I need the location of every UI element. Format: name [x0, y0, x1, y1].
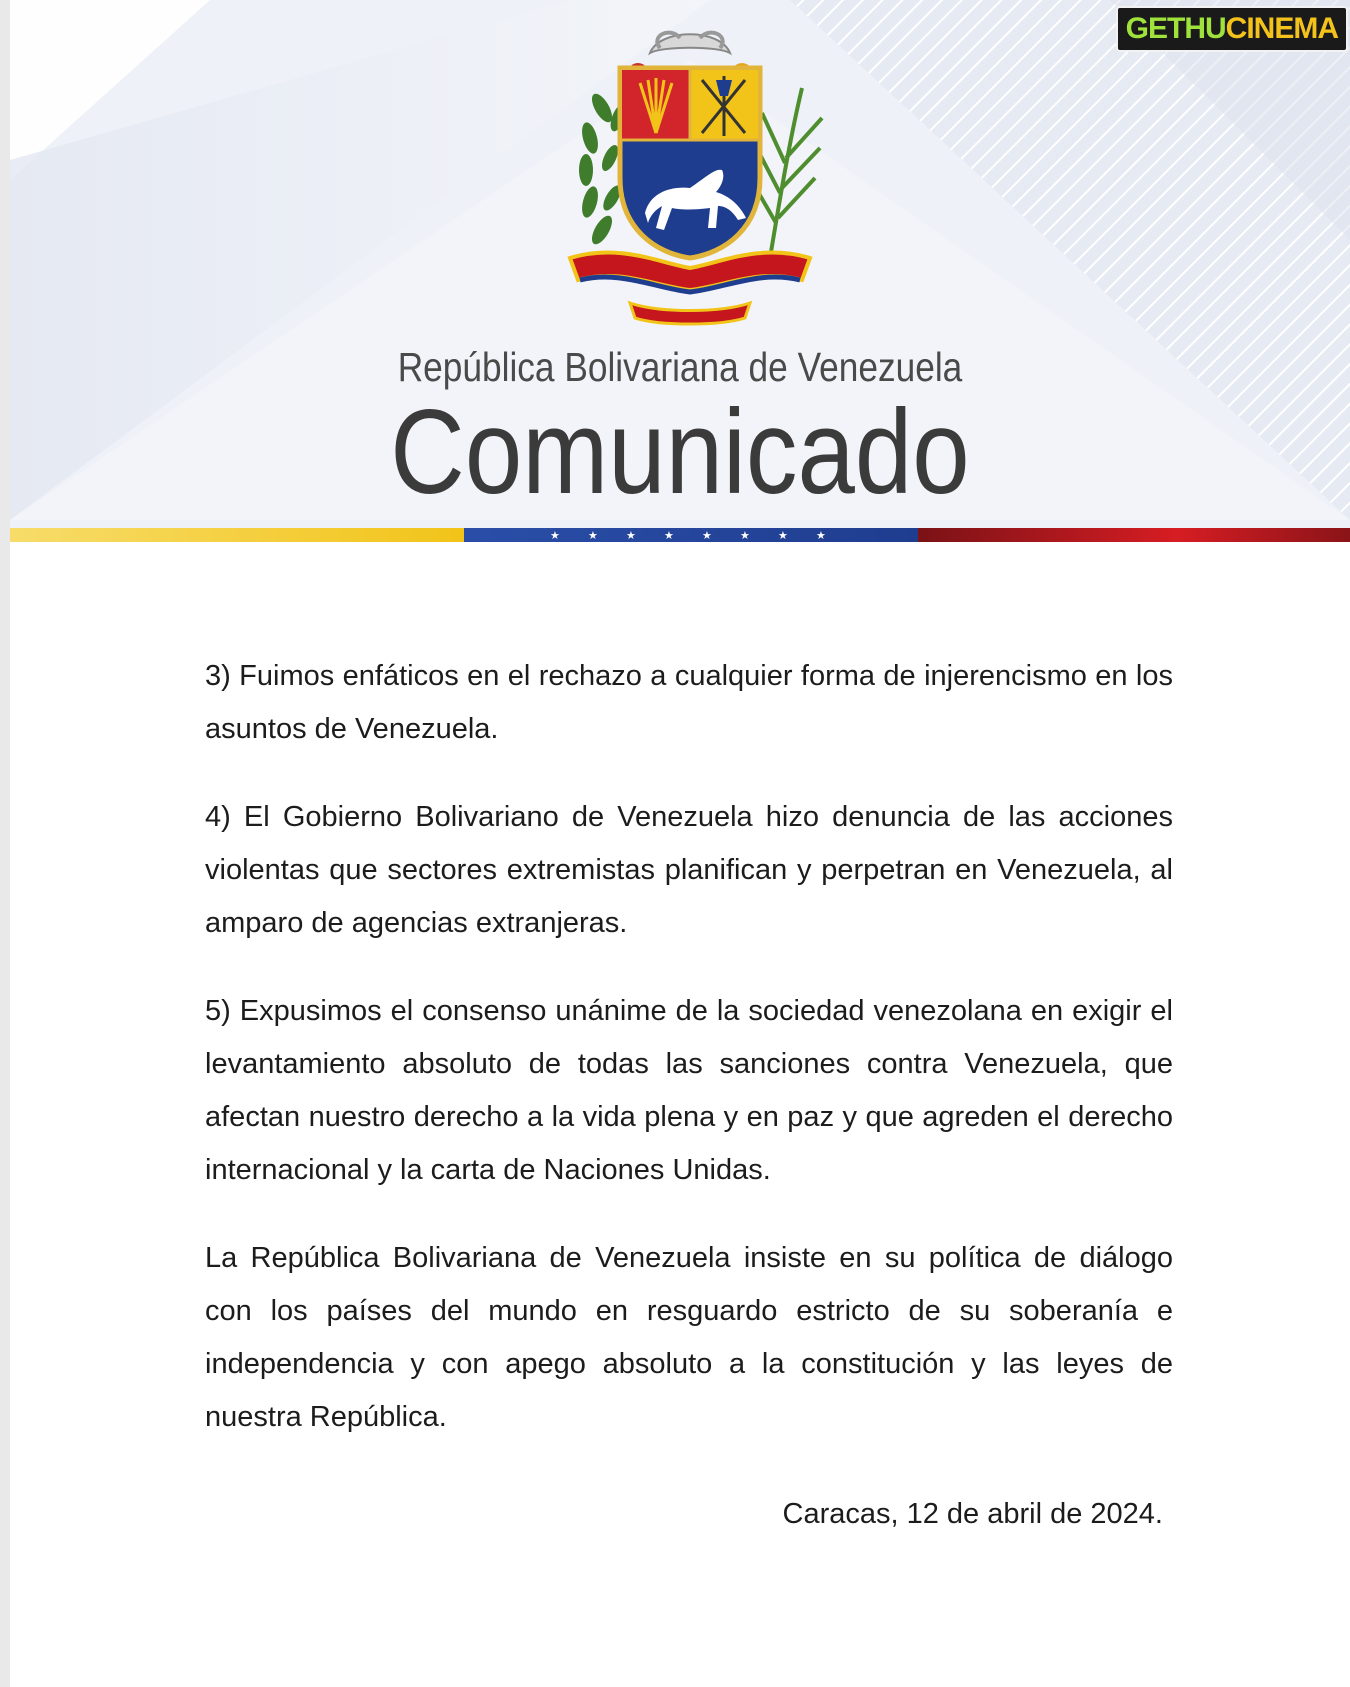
svg-text:★: ★	[702, 529, 712, 542]
svg-text:★: ★	[816, 529, 826, 542]
venezuela-coat-of-arms-icon	[540, 18, 840, 338]
watermark-logo	[1116, 6, 1348, 52]
svg-text:★: ★	[588, 529, 598, 542]
paragraph-4: 4) El Gobierno Bolivariano de Venezuela hizo denuncia de las acciones violentas que sectores extremistas planifican y perpetran en Venezuela, al amparo de agencias extranjeras.	[205, 801, 1173, 939]
watermark-part-1: GETHU	[1125, 12, 1226, 45]
svg-text:★: ★	[664, 529, 674, 542]
document-header	[10, 0, 1350, 583]
venezuela-flag-band	[10, 528, 1350, 542]
svg-text:★: ★	[778, 529, 788, 542]
document-page	[10, 0, 1350, 1687]
communique-body	[205, 650, 1173, 1479]
paragraph-closing: La República Bolivariana de Venezuela insiste en su política de diálogo con los países del mundo en resguardo estricto de su soberanía e independencia y con apego absoluto a la constitución y las leyes de nuestra República.	[205, 1242, 1173, 1433]
header-subtitle: República Bolivariana de Venezuela	[397, 344, 963, 390]
watermark-part-2: CINEMA	[1225, 12, 1338, 45]
paragraph-5: 5) Expusimos el consenso unánime de la sociedad venezolana en exigir el levantamiento absoluto de todas las sanciones contra Venezuela, que afectan nuestro derecho a la vida plena y en paz y que agreden el derecho internacional y la carta de Naciones Unidas.	[205, 995, 1173, 1186]
paragraph-3: 3) Fuimos enfáticos en el rechazo a cualquier forma de injerencismo en los asuntos de Venezuela.	[205, 660, 1173, 745]
place-date-signoff: Caracas, 12 de abril de 2024.	[782, 1498, 1163, 1530]
page-title: Comunicado	[390, 385, 970, 519]
svg-text:★: ★	[740, 529, 750, 542]
svg-text:★: ★	[550, 529, 560, 542]
svg-text:★: ★	[626, 529, 636, 542]
